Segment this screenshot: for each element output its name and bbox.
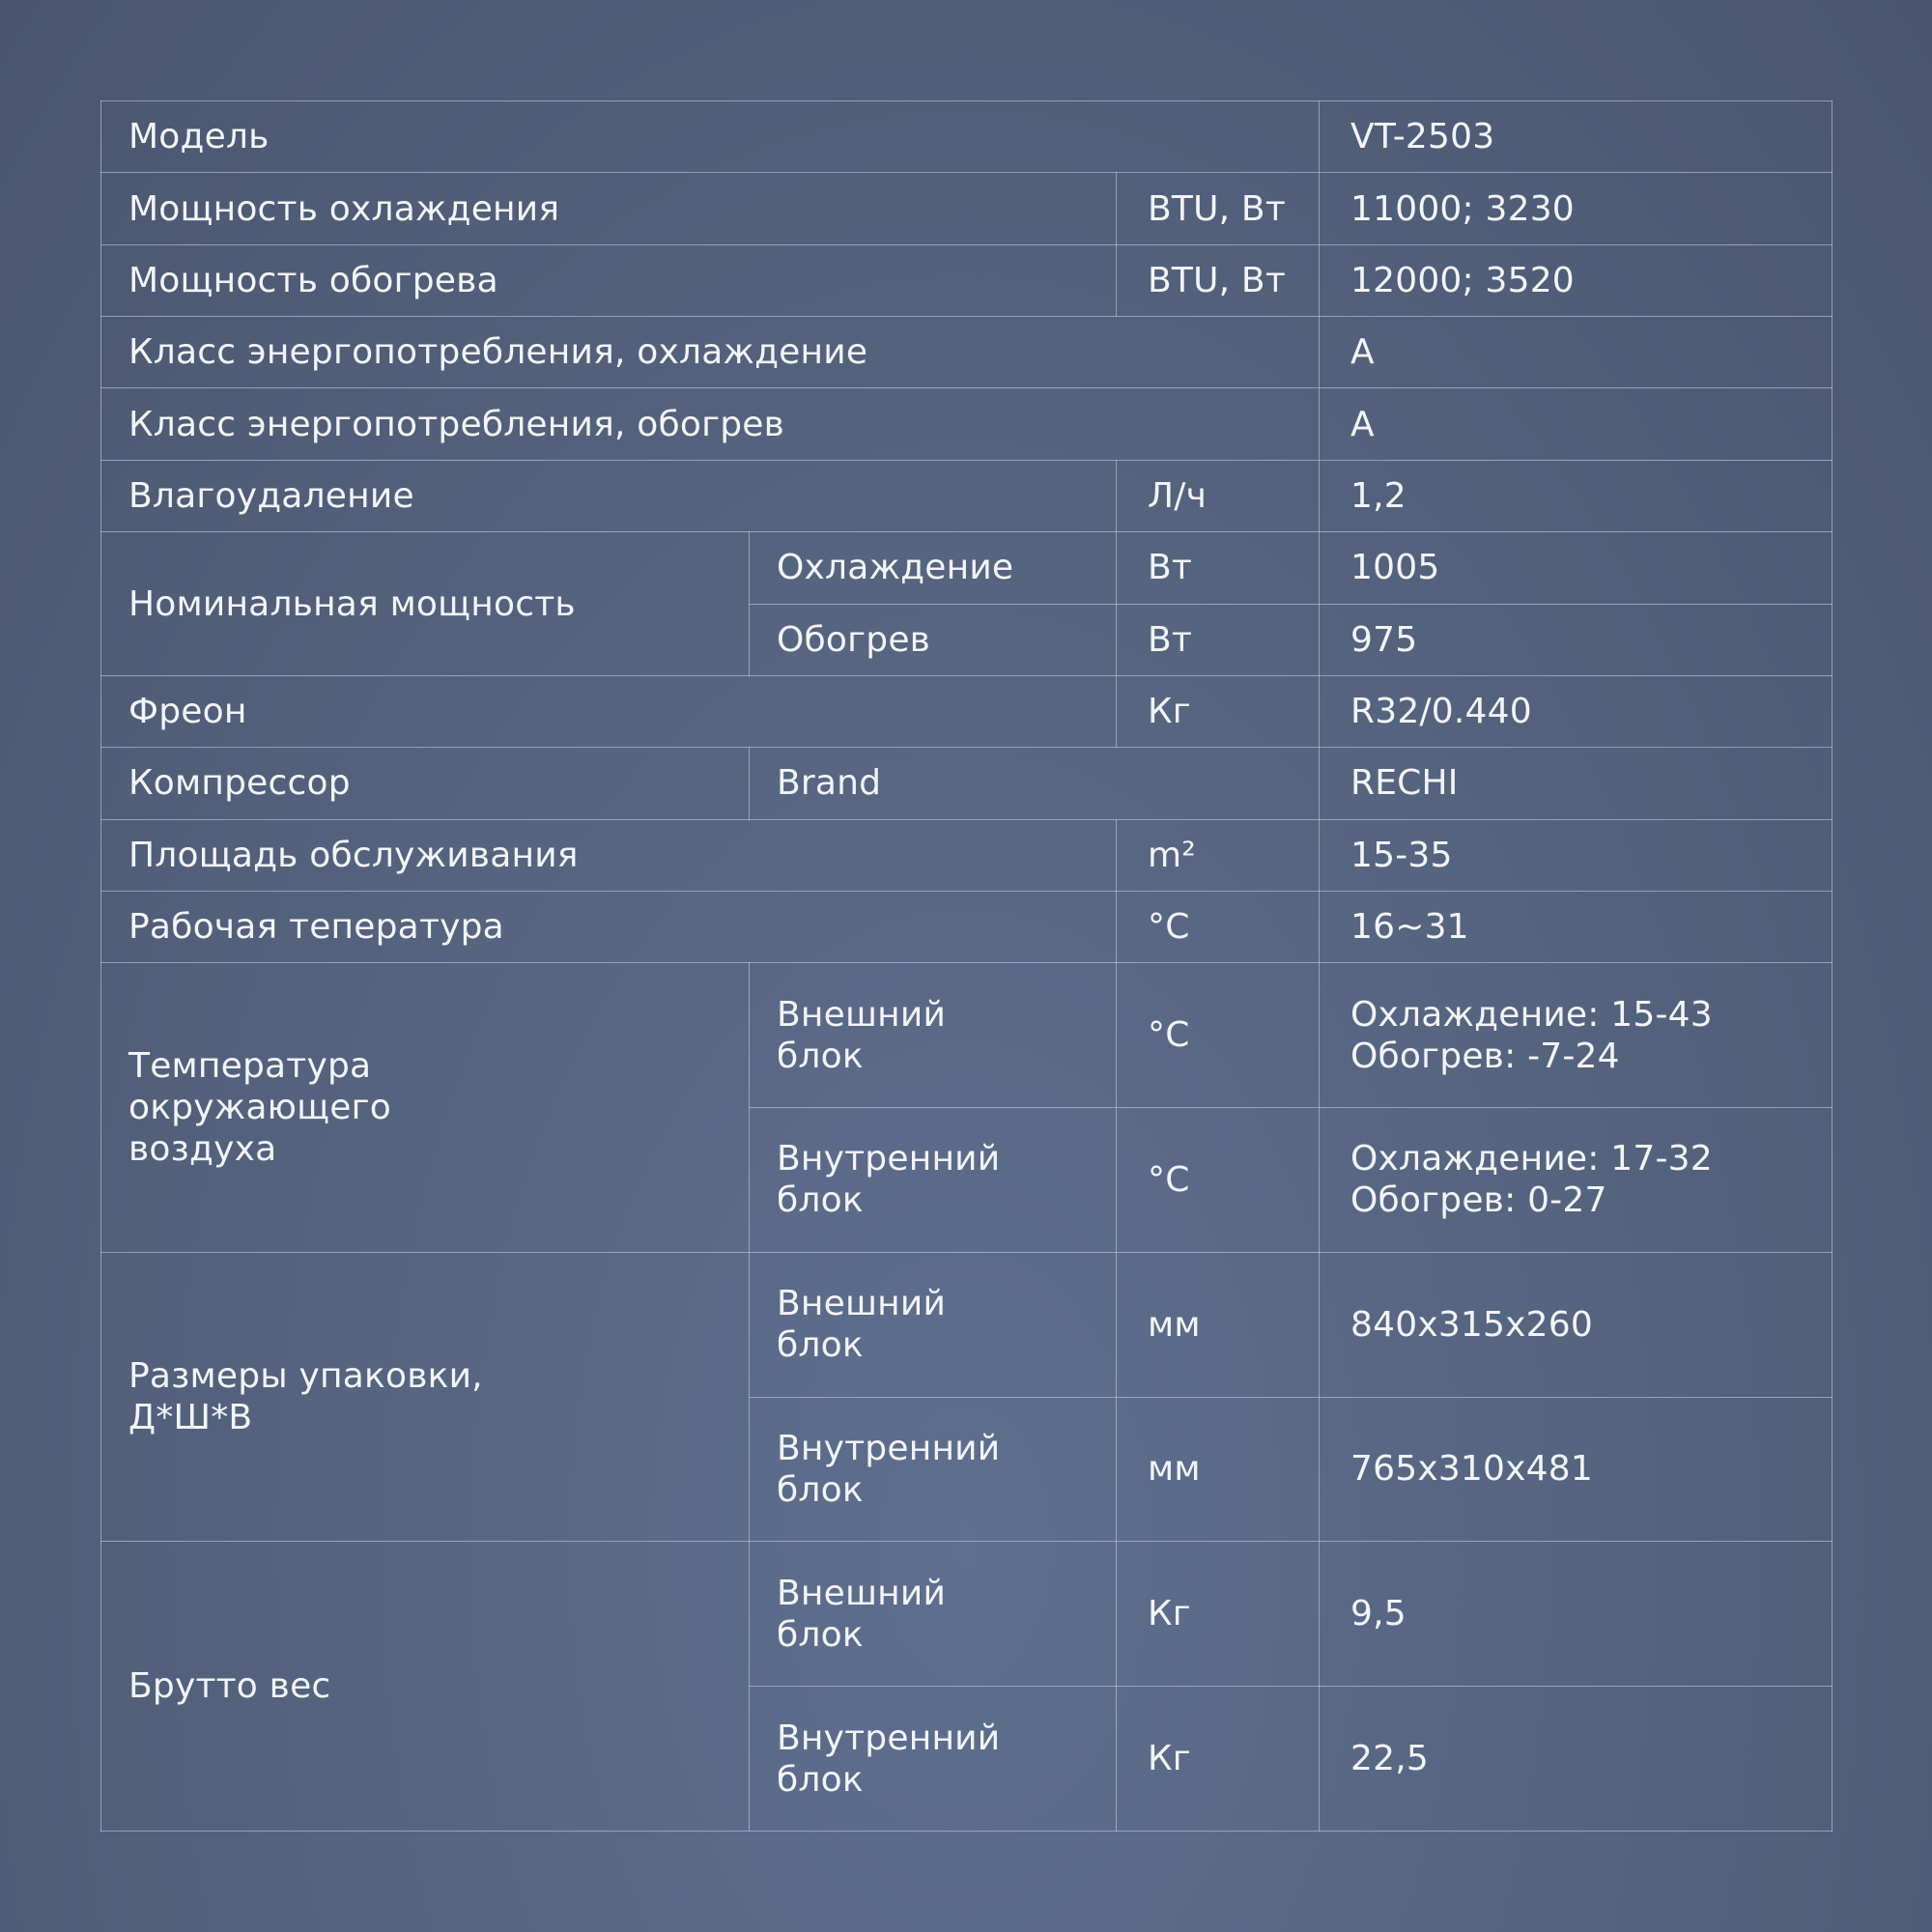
label-model: Модель <box>101 101 1320 173</box>
unit-ambient-temp-outdoor: °C <box>1117 963 1320 1108</box>
unit-service-area: m² <box>1117 819 1320 891</box>
value-nominal-power-heating: 975 <box>1320 604 1833 675</box>
label-cooling-power: Мощность охлаждения <box>101 173 1117 244</box>
row-nominal-power-cooling <box>101 532 1833 604</box>
label-operating-temp: Рабочая тепература <box>101 891 1117 962</box>
label-compressor: Компрессор <box>101 748 750 819</box>
unit-freon: Кг <box>1117 675 1320 747</box>
unit-nominal-power-cooling: Вт <box>1117 532 1320 604</box>
sub-nominal-power-cooling: Охлаждение <box>750 532 1117 604</box>
value-service-area: 15-35 <box>1320 819 1833 891</box>
value-package-size-outdoor: 840x315x260 <box>1320 1252 1833 1397</box>
unit-gross-weight-indoor: Кг <box>1117 1687 1320 1832</box>
sub-nominal-power-heating: Обогрев <box>750 604 1117 675</box>
value-operating-temp: 16~31 <box>1320 891 1833 962</box>
spec-table <box>100 100 1833 1832</box>
value-dehumidification: 1,2 <box>1320 460 1833 531</box>
label-dehumidification: Влагоудаление <box>101 460 1117 531</box>
value-energy-class-heating: A <box>1320 388 1833 460</box>
row-dehumidification <box>101 460 1833 531</box>
value-compressor: RECHI <box>1320 748 1833 819</box>
row-package-size-outdoor <box>101 1252 1833 1397</box>
label-ambient-temp: Температура окружающего воздуха <box>101 963 750 1253</box>
value-gross-weight-outdoor: 9,5 <box>1320 1542 1833 1687</box>
unit-dehumidification: Л/ч <box>1117 460 1320 531</box>
sub-gross-weight-outdoor: Внешний блок <box>750 1542 1117 1687</box>
value-heating-power: 12000; 3520 <box>1320 244 1833 316</box>
sub-compressor: Brand <box>750 748 1320 819</box>
sub-package-size-indoor: Внутренний блок <box>750 1397 1117 1542</box>
value-ambient-temp-indoor: Охлаждение: 17-32 Обогрев: 0-27 <box>1320 1108 1833 1253</box>
label-nominal-power: Номинальная мощность <box>101 532 750 676</box>
sub-gross-weight-indoor: Внутренний блок <box>750 1687 1117 1832</box>
value-package-size-indoor: 765x310x481 <box>1320 1397 1833 1542</box>
label-package-size: Размеры упаковки, Д*Ш*В <box>101 1252 750 1542</box>
label-freon: Фреон <box>101 675 1117 747</box>
unit-gross-weight-outdoor: Кг <box>1117 1542 1320 1687</box>
label-energy-class-cooling: Класс энергопотребления, охлаждение <box>101 317 1320 388</box>
unit-package-size-indoor: мм <box>1117 1397 1320 1542</box>
value-cooling-power: 11000; 3230 <box>1320 173 1833 244</box>
value-nominal-power-cooling: 1005 <box>1320 532 1833 604</box>
row-gross-weight-outdoor <box>101 1542 1833 1687</box>
value-energy-class-cooling: A <box>1320 317 1833 388</box>
value-model: VT-2503 <box>1320 101 1833 173</box>
row-compressor <box>101 748 1833 819</box>
unit-heating-power: BTU, Вт <box>1117 244 1320 316</box>
label-heating-power: Мощность обогрева <box>101 244 1117 316</box>
label-energy-class-heating: Класс энергопотребления, обогрев <box>101 388 1320 460</box>
sub-ambient-temp-outdoor: Внешний блок <box>750 963 1117 1108</box>
row-cooling-power <box>101 173 1833 244</box>
row-heating-power <box>101 244 1833 316</box>
unit-ambient-temp-indoor: °C <box>1117 1108 1320 1253</box>
label-service-area: Площадь обслуживания <box>101 819 1117 891</box>
sub-package-size-outdoor: Внешний блок <box>750 1252 1117 1397</box>
unit-nominal-power-heating: Вт <box>1117 604 1320 675</box>
row-energy-class-cooling <box>101 317 1833 388</box>
row-operating-temp <box>101 891 1833 962</box>
row-energy-class-heating <box>101 388 1833 460</box>
label-gross-weight: Брутто вес <box>101 1542 750 1832</box>
value-ambient-temp-outdoor: Охлаждение: 15-43 Обогрев: -7-24 <box>1320 963 1833 1108</box>
unit-package-size-outdoor: мм <box>1117 1252 1320 1397</box>
row-ambient-temp-outdoor <box>101 963 1833 1108</box>
sub-ambient-temp-indoor: Внутренний блок <box>750 1108 1117 1253</box>
value-gross-weight-indoor: 22,5 <box>1320 1687 1833 1832</box>
unit-cooling-power: BTU, Вт <box>1117 173 1320 244</box>
row-freon <box>101 675 1833 747</box>
row-service-area <box>101 819 1833 891</box>
value-freon: R32/0.440 <box>1320 675 1833 747</box>
unit-operating-temp: °C <box>1117 891 1320 962</box>
row-model <box>101 101 1833 173</box>
